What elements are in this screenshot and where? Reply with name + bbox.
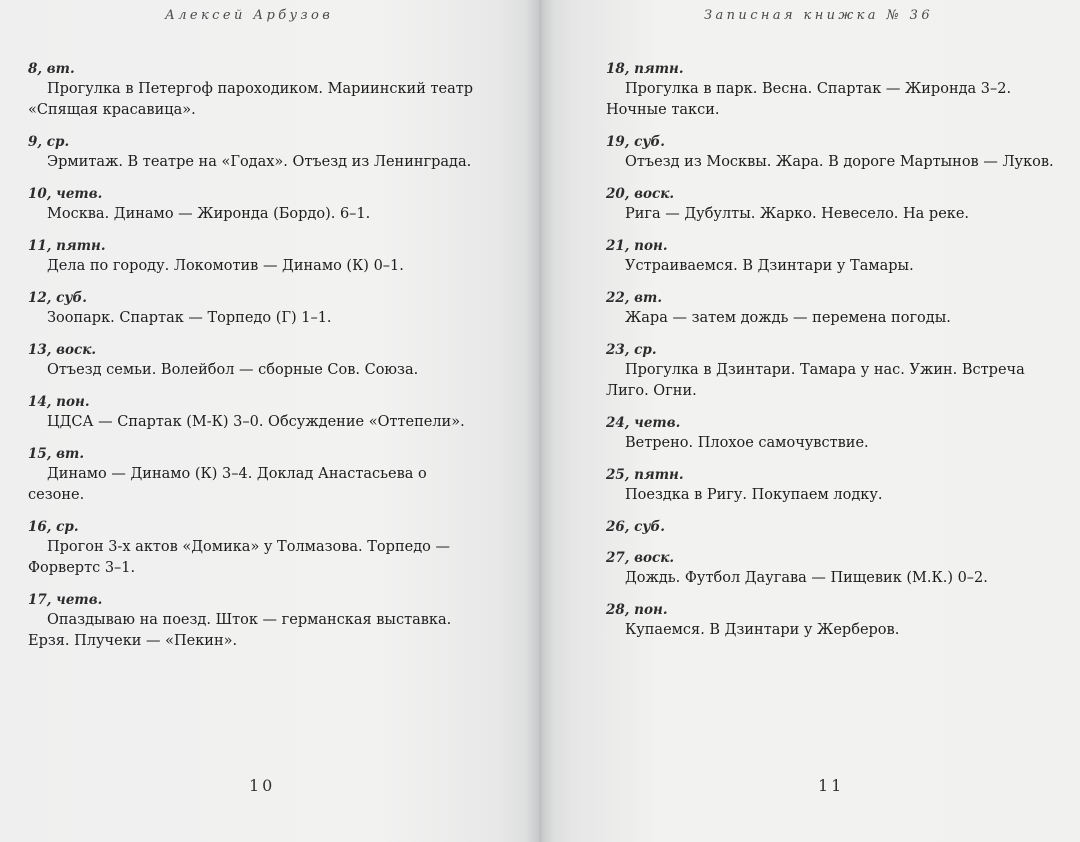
entry-date: 22, вт.	[606, 290, 663, 306]
diary-entry	[28, 445, 478, 506]
right-running-head: Записная книжка № 36	[704, 8, 934, 23]
entry-date: 14, пон.	[28, 394, 90, 410]
entry-text: Москва. Динамо — Жиронда (Бордо). 6–1.	[47, 206, 371, 222]
entry-text: Эрмитаж. В театре на «Годах». Отъезд из Ленинграда.	[47, 154, 472, 170]
diary-entry	[606, 185, 1054, 225]
left-page-number: 10	[249, 776, 276, 795]
entry-text: Жара — затем дождь — перемена погоды.	[625, 310, 951, 326]
diary-entry	[606, 289, 1054, 329]
entry-date: 9, ср.	[28, 134, 70, 150]
entry-date: 17, четв.	[28, 592, 103, 608]
entry-text: Прогулка в Петергоф пароходиком. Мариинский театр «Спящая красавица».	[28, 81, 474, 118]
entry-text: Опаздываю на поезд. Шток — германская выставка. Ерзя. Плучеки — «Пекин».	[28, 612, 452, 649]
entry-date: 18, пятн.	[606, 61, 684, 77]
entry-date: 19, суб.	[606, 134, 665, 150]
entry-date: 15, вт.	[28, 446, 85, 462]
entry-date: 23, ср.	[606, 342, 657, 358]
diary-entry	[28, 518, 478, 579]
diary-entry	[28, 60, 478, 121]
entry-text: Ветрено. Плохое самочувствие.	[625, 435, 869, 451]
diary-entry	[28, 185, 478, 225]
entry-text: Прогулка в Дзинтари. Тамара у нас. Ужин. Встреча Лиго. Огни.	[606, 362, 1025, 399]
diary-entry	[28, 341, 478, 381]
entry-date: 10, четв.	[28, 186, 103, 202]
diary-entry	[606, 549, 1054, 589]
entry-text: Отъезд из Москвы. Жара. В дороге Мартынов — Луков.	[625, 154, 1054, 170]
diary-entry	[28, 591, 478, 652]
entry-text: Дела по городу. Локомотив — Динамо (К) 0–1.	[47, 258, 404, 274]
right-entries	[606, 60, 1054, 653]
right-page-number: 11	[818, 776, 845, 795]
entry-date: 27, воск.	[606, 550, 675, 566]
entry-date: 26, суб.	[606, 519, 665, 535]
diary-entry	[606, 601, 1054, 641]
right-page	[540, 0, 1080, 842]
entry-date: 20, воск.	[606, 186, 675, 202]
entry-date: 21, пон.	[606, 238, 668, 254]
entry-date: 11, пятн.	[28, 238, 106, 254]
diary-entry	[28, 289, 478, 329]
diary-entry	[606, 237, 1054, 277]
entry-date: 12, суб.	[28, 290, 87, 306]
entry-text: Устраиваемся. В Дзинтари у Тамары.	[625, 258, 914, 274]
entry-text: Рига — Дубулты. Жарко. Невесело. На реке.	[625, 206, 970, 222]
entry-text: Купаемся. В Дзинтари у Жерберов.	[625, 622, 900, 638]
left-entries	[28, 60, 478, 664]
entry-date: 8, вт.	[28, 61, 75, 77]
entry-date: 13, воск.	[28, 342, 97, 358]
diary-entry	[606, 414, 1054, 454]
diary-entry	[606, 341, 1054, 402]
diary-entry	[28, 237, 478, 277]
entry-date: 24, четв.	[606, 415, 681, 431]
diary-entry	[606, 466, 1054, 506]
entry-text: Зоопарк. Спартак — Торпедо (Г) 1–1.	[47, 310, 332, 326]
diary-entry	[606, 60, 1054, 121]
entry-date: 16, ср.	[28, 519, 79, 535]
diary-entry	[28, 393, 478, 433]
entry-text: ЦДСА — Спартак (М-К) 3–0. Обсуждение «Оттепели».	[47, 414, 465, 430]
diary-entry	[606, 133, 1054, 173]
entry-text: Прогулка в парк. Весна. Спартак — Жиронда 3–2. Ночные такси.	[606, 81, 1012, 118]
entry-text: Дождь. Футбол Даугава — Пищевик (М.К.) 0–2.	[625, 570, 988, 586]
entry-date: 28, пон.	[606, 602, 668, 618]
diary-entry	[606, 518, 1054, 537]
entry-text: Поездка в Ригу. Покупаем лодку.	[625, 487, 883, 503]
entry-text: Прогон 3-х актов «Домика» у Толмазова. Торпедо — Форвертс 3–1.	[28, 539, 450, 576]
entry-text: Динамо — Динамо (К) 3–4. Доклад Анастасьева о сезоне.	[28, 466, 427, 503]
entry-date: 25, пятн.	[606, 467, 684, 483]
entry-text: Отъезд семьи. Волейбол — сборные Сов. Союза.	[47, 362, 419, 378]
left-running-head: Алексей Арбузов	[165, 8, 334, 23]
diary-entry	[28, 133, 478, 173]
